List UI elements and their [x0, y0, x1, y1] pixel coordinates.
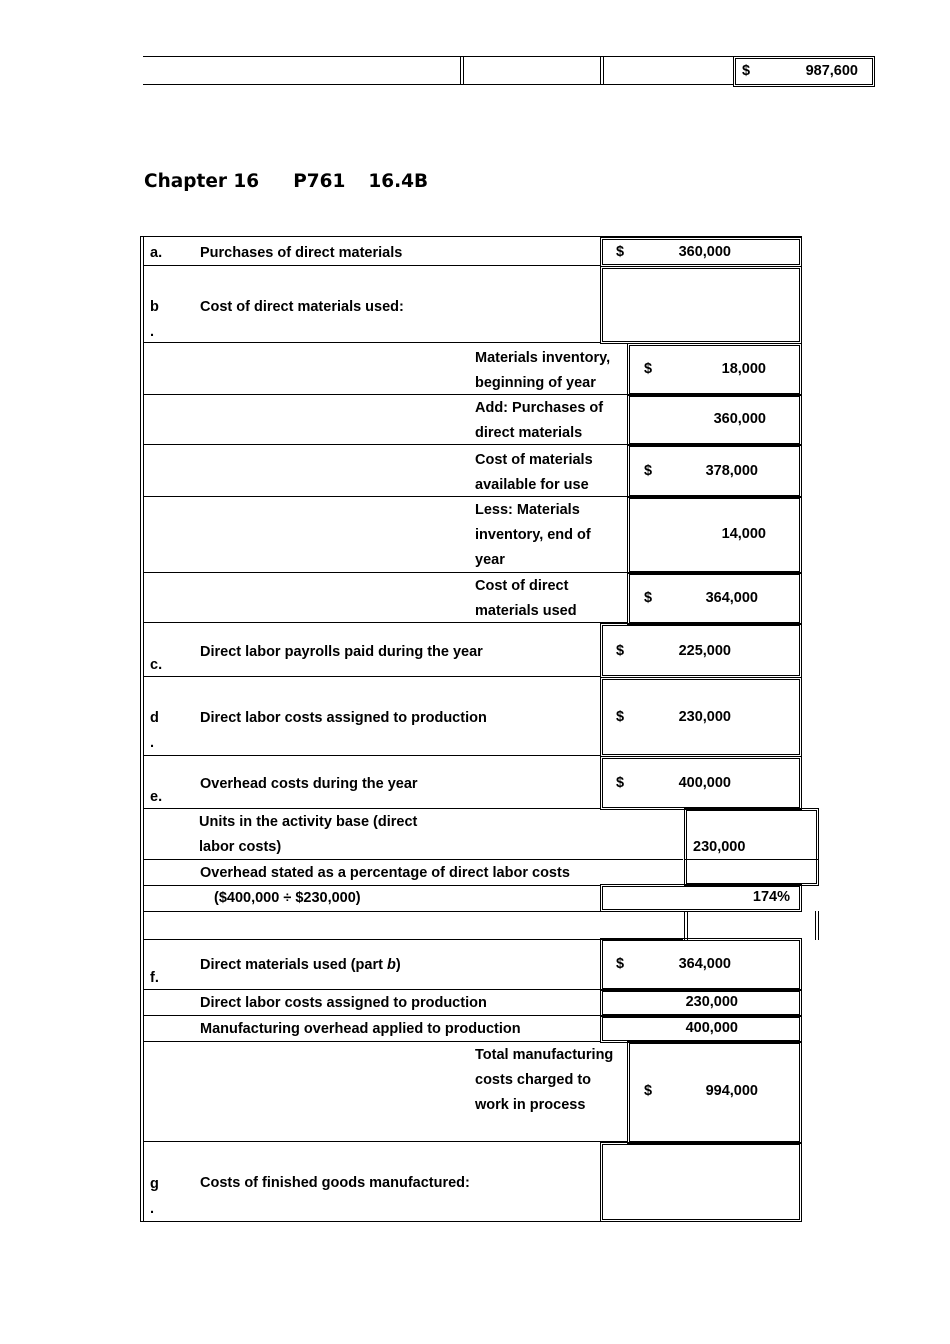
a-amount: 360,000: [678, 244, 731, 260]
b-label: Cost of direct materials used:: [200, 299, 404, 315]
problem-label: 16.4B: [368, 171, 429, 192]
b-row-3-currency: $: [644, 463, 653, 479]
g-label: Costs of finished goods manufactured:: [200, 1175, 470, 1191]
f-materials-amount: 364,000: [678, 956, 731, 972]
e-letter: e.: [150, 789, 163, 805]
f-overhead-label: Manufacturing overhead applied to production: [200, 1021, 521, 1037]
b-row-5-label: Cost of direct materials used: [475, 578, 577, 619]
f-letter: f.: [150, 970, 159, 986]
f-materials-label: [200, 953, 401, 978]
b-row-2-label: Add: Purchases of direct materials: [475, 400, 604, 441]
f-materials-label-prefix: Direct materials used (part: [200, 957, 387, 973]
b-dot: .: [150, 324, 155, 340]
f-labor-amount: 230,000: [685, 994, 738, 1010]
e-currency: $: [616, 775, 625, 791]
d-amount: 230,000: [678, 709, 731, 725]
g-dot: .: [150, 1201, 155, 1217]
a-currency: $: [616, 244, 625, 260]
page-heading: [144, 171, 428, 192]
f-total-currency: $: [644, 1083, 653, 1099]
d-label: Direct labor costs assigned to production: [200, 710, 487, 726]
top-total-currency: $: [742, 63, 751, 79]
d-dot: .: [150, 735, 155, 751]
chapter-label: Chapter 16: [144, 171, 260, 192]
f-materials-label-part: b: [386, 957, 396, 973]
f-overhead-amount: 400,000: [685, 1020, 738, 1036]
b-row-2-amount: 360,000: [713, 411, 766, 427]
c-currency: $: [616, 643, 625, 659]
b-row-3-amount: 378,000: [705, 463, 758, 479]
d-letter: d: [150, 710, 159, 726]
a-letter: a.: [150, 245, 163, 261]
b-row-4-label: Less: Materials inventory, end of year: [475, 502, 591, 568]
e-units-label: Units in the activity base (direct labor costs): [199, 814, 418, 855]
b-letter: b: [150, 299, 159, 315]
e-rate-label: Overhead stated as a percentage of direct labor costs: [200, 865, 570, 881]
d-currency: $: [616, 709, 625, 725]
e-rate-formula: ($400,000 ÷ $230,000): [214, 890, 361, 906]
b-row-3-label: Cost of materials available for use: [475, 452, 593, 493]
b-row-1-amount: 18,000: [721, 361, 766, 377]
top-total-amount: 987,600: [805, 63, 858, 79]
b-row-5-amount: 364,000: [705, 590, 758, 606]
c-label: Direct labor payrolls paid during the year: [200, 644, 483, 660]
f-materials-label-suffix: ): [395, 957, 401, 973]
e-label: Overhead costs during the year: [200, 776, 418, 792]
f-labor-label: Direct labor costs assigned to production: [200, 995, 487, 1011]
b-row-5-currency: $: [644, 590, 653, 606]
e-units-value: 230,000: [693, 839, 746, 855]
g-letter: g: [150, 1176, 159, 1192]
page-label: P761: [293, 171, 346, 192]
c-letter: c.: [150, 657, 163, 673]
f-materials-currency: $: [616, 956, 625, 972]
f-total-amount: 994,000: [705, 1083, 758, 1099]
b-row-4-amount: 14,000: [721, 526, 766, 542]
e-amount: 400,000: [678, 775, 731, 791]
f-total-label: Total manufacturing costs charged to work in process: [475, 1047, 614, 1113]
c-amount: 225,000: [678, 643, 731, 659]
b-row-1-label: Materials inventory, beginning of year: [475, 350, 611, 391]
b-row-1-currency: $: [644, 361, 653, 377]
a-label: Purchases of direct materials: [200, 245, 403, 261]
e-rate-value: 174%: [752, 889, 790, 905]
